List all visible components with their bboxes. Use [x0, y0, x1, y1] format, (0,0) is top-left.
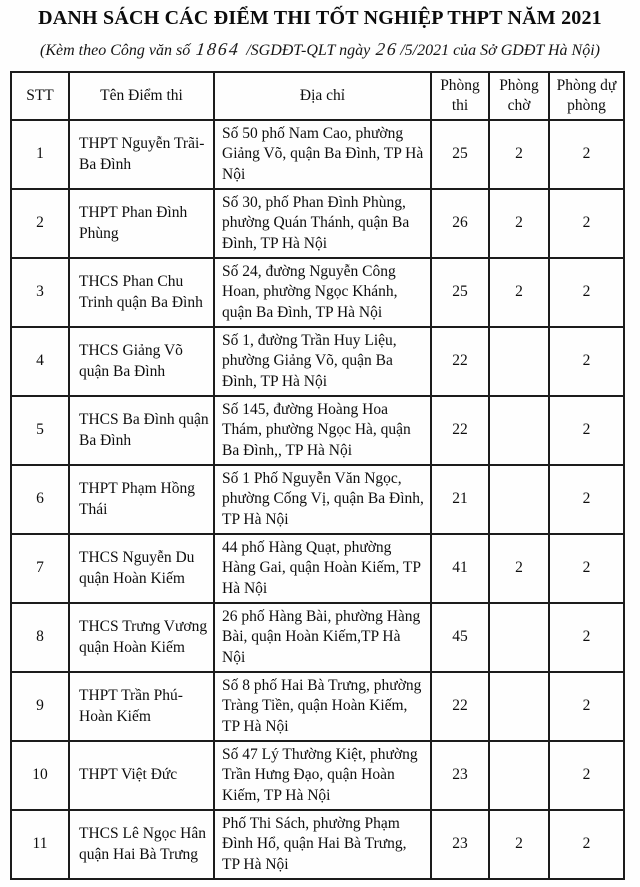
- header-stt: STT: [11, 72, 69, 120]
- cell-site-name: THCS Nguyễn Du quận Hoàn Kiếm: [69, 534, 214, 603]
- cell-waiting-rooms: 2: [489, 534, 549, 603]
- cell-site-name: THPT Việt Đức: [69, 741, 214, 810]
- cell-stt: 7: [11, 534, 69, 603]
- cell-stt: 4: [11, 327, 69, 396]
- cell-address: Số 47 Lý Thường Kiệt, phường Trần Hưng Đạo, quận Hoàn Kiếm, TP Hà Nội: [214, 741, 431, 810]
- cell-address: Số 24, đường Nguyễn Công Hoan, phường Ngọc Khánh, quận Ba Đình, TP Hà Nội: [214, 258, 431, 327]
- cell-stt: 8: [11, 603, 69, 672]
- cell-address: 26 phố Hàng Bài, phường Hàng Bài, quận Hoàn Kiếm,TP Hà Nội: [214, 603, 431, 672]
- header-site-name: Tên Điểm thi: [69, 72, 214, 120]
- page-title: DANH SÁCH CÁC ĐIỂM THI TỐT NGHIỆP THPT NĂM 2021: [38, 7, 602, 29]
- cell-waiting-rooms: 2: [489, 258, 549, 327]
- header-address: Địa chỉ: [214, 72, 431, 120]
- cell-backup-rooms: 2: [549, 327, 624, 396]
- cell-stt: 11: [11, 810, 69, 879]
- cell-address: 44 phố Hàng Quạt, phường Hàng Gai, quận Hoàn Kiếm, TP Hà Nội: [214, 534, 431, 603]
- cell-stt: 6: [11, 465, 69, 534]
- cell-stt: 1: [11, 120, 69, 189]
- cell-site-name: THPT Phan Đình Phùng: [69, 189, 214, 258]
- cell-exam-rooms: 45: [431, 603, 489, 672]
- cell-waiting-rooms: [489, 603, 549, 672]
- cell-address: Số 30, phố Phan Đình Phùng, phường Quán Thánh, quận Ba Đình, TP Hà Nội: [214, 189, 431, 258]
- cell-waiting-rooms: [489, 465, 549, 534]
- table-row: [11, 672, 624, 741]
- cell-waiting-rooms: 2: [489, 810, 549, 879]
- cell-backup-rooms: 2: [549, 810, 624, 879]
- cell-site-name: THCS Ba Đình quận Ba Đình: [69, 396, 214, 465]
- table-row: [11, 396, 624, 465]
- cell-site-name: THCS Giảng Võ quận Ba Đình: [69, 327, 214, 396]
- cell-backup-rooms: 2: [549, 189, 624, 258]
- cell-site-name: THCS Lê Ngọc Hân quận Hai Bà Trưng: [69, 810, 214, 879]
- cell-stt: 10: [11, 741, 69, 810]
- cell-exam-rooms: 26: [431, 189, 489, 258]
- cell-exam-rooms: 22: [431, 327, 489, 396]
- cell-stt: 3: [11, 258, 69, 327]
- table-row: [11, 741, 624, 810]
- cell-site-name: THPT Phạm Hồng Thái: [69, 465, 214, 534]
- cell-backup-rooms: 2: [549, 672, 624, 741]
- exam-sites-table: [10, 71, 625, 880]
- cell-stt: 5: [11, 396, 69, 465]
- cell-site-name: THCS Trưng Vương quận Hoàn Kiếm: [69, 603, 214, 672]
- cell-waiting-rooms: 2: [489, 189, 549, 258]
- subtitle: [4, 39, 636, 60]
- cell-waiting-rooms: [489, 396, 549, 465]
- cell-address: Số 1, đường Trần Huy Liệu, phường Giảng Võ, quận Ba Đình, TP Hà Nội: [214, 327, 431, 396]
- cell-backup-rooms: 2: [549, 258, 624, 327]
- cell-address: Số 145, đường Hoàng Hoa Thám, phường Ngọc Hà, quận Ba Đình,, TP Hà Nội: [214, 396, 431, 465]
- cell-backup-rooms: 2: [549, 120, 624, 189]
- table-row: [11, 465, 624, 534]
- cell-site-name: THPT Trần Phú-Hoàn Kiếm: [69, 672, 214, 741]
- cell-exam-rooms: 25: [431, 258, 489, 327]
- cell-exam-rooms: 22: [431, 672, 489, 741]
- cell-waiting-rooms: [489, 327, 549, 396]
- cell-backup-rooms: 2: [549, 534, 624, 603]
- table-body: [11, 120, 624, 879]
- subtitle-prefix: (Kèm theo Công văn số: [39, 42, 195, 59]
- header-waiting-rooms: Phòng chờ: [489, 72, 549, 120]
- subtitle-middle: /SGDĐT-QLT ngày: [242, 42, 375, 59]
- cell-stt: 9: [11, 672, 69, 741]
- cell-address: Phố Thi Sách, phường Phạm Đình Hổ, quận Hai Bà Trưng, TP Hà Nội: [214, 810, 431, 879]
- cell-exam-rooms: 23: [431, 741, 489, 810]
- table-row: [11, 534, 624, 603]
- cell-backup-rooms: 2: [549, 465, 624, 534]
- table-row: [11, 120, 624, 189]
- cell-exam-rooms: 23: [431, 810, 489, 879]
- cell-backup-rooms: 2: [549, 603, 624, 672]
- cell-exam-rooms: 25: [431, 120, 489, 189]
- table-row: [11, 258, 624, 327]
- cell-address: Số 50 phố Nam Cao, phường Giảng Võ, quận Ba Đình, TP Hà Nội: [214, 120, 431, 189]
- table-header: [11, 72, 624, 120]
- cell-waiting-rooms: [489, 672, 549, 741]
- cell-site-name: THPT Nguyễn Trãi-Ba Đình: [69, 120, 214, 189]
- header-row: [11, 72, 624, 120]
- header-backup-rooms: Phòng dự phòng: [549, 72, 624, 120]
- handwritten-doc-number: 1864: [195, 39, 242, 59]
- table-row: [11, 327, 624, 396]
- cell-exam-rooms: 22: [431, 396, 489, 465]
- cell-waiting-rooms: [489, 741, 549, 810]
- cell-waiting-rooms: 2: [489, 120, 549, 189]
- table-row: [11, 603, 624, 672]
- header-exam-rooms: Phòng thi: [431, 72, 489, 120]
- cell-address: Số 8 phố Hai Bà Trưng, phường Tràng Tiền, quận Hoàn Kiếm, TP Hà Nội: [214, 672, 431, 741]
- cell-exam-rooms: 21: [431, 465, 489, 534]
- table-row: [11, 189, 624, 258]
- cell-stt: 2: [11, 189, 69, 258]
- cell-backup-rooms: 2: [549, 741, 624, 810]
- cell-backup-rooms: 2: [549, 396, 624, 465]
- handwritten-day: 26: [375, 39, 400, 59]
- cell-address: Số 1 Phố Nguyễn Văn Ngọc, phường Cống Vị, quận Ba Đình, TP Hà Nội: [214, 465, 431, 534]
- cell-exam-rooms: 41: [431, 534, 489, 603]
- cell-site-name: THCS Phan Chu Trinh quận Ba Đình: [69, 258, 214, 327]
- table-row: [11, 810, 624, 879]
- subtitle-suffix: /5/2021 của Sở GDĐT Hà Nội): [400, 42, 600, 59]
